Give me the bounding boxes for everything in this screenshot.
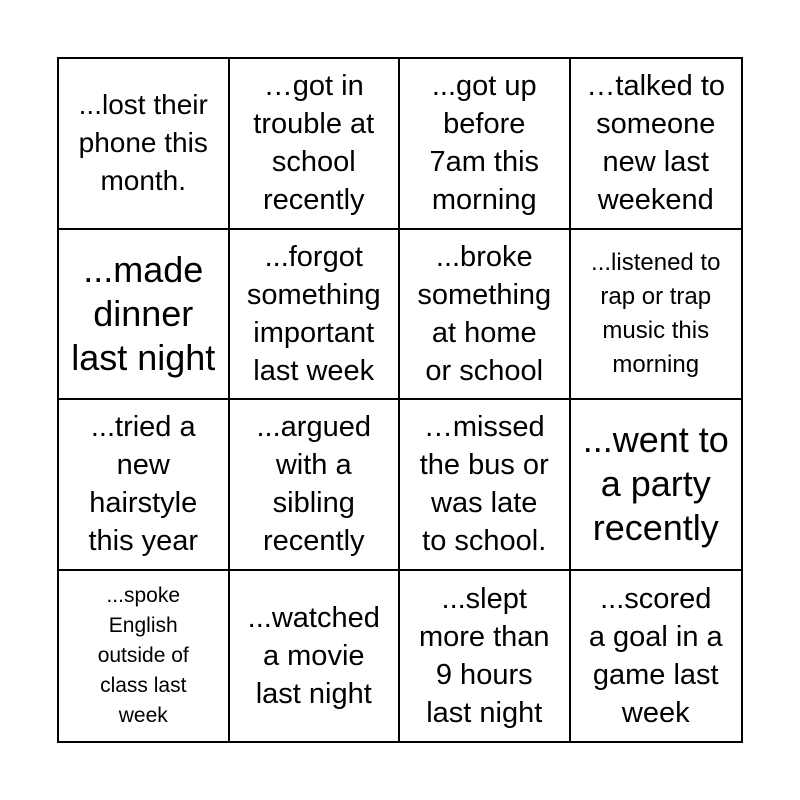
bingo-cell-text: ...forgot something important last week bbox=[246, 240, 381, 387]
bingo-cell-text: ...argued with a sibling recently bbox=[256, 411, 371, 558]
bingo-cell-text: ...scored a goal in a game last week bbox=[588, 582, 723, 729]
bingo-cell-text: ...made dinner last night bbox=[71, 248, 216, 378]
bingo-cell-lost-phone[interactable] bbox=[59, 59, 230, 230]
bingo-card bbox=[57, 57, 743, 743]
bingo-cell-text: …missed the bus or was late to school. bbox=[419, 411, 549, 558]
bingo-cell-text: ...broke something at home or school bbox=[417, 240, 552, 387]
bingo-cell-trouble-school[interactable] bbox=[230, 59, 401, 230]
bingo-cell-made-dinner[interactable] bbox=[59, 230, 230, 401]
bingo-cell-text: ...spoke English outside of class last week bbox=[97, 583, 189, 727]
bingo-cell-scored-goal[interactable] bbox=[571, 571, 742, 742]
bingo-cell-got-up-early[interactable] bbox=[400, 59, 571, 230]
bingo-cell-slept-9-hours[interactable] bbox=[400, 571, 571, 742]
bingo-cell-text: ...lost their phone this month. bbox=[78, 89, 208, 197]
bingo-cell-talked-someone-new[interactable] bbox=[571, 59, 742, 230]
bingo-cell-went-party[interactable] bbox=[571, 400, 742, 571]
bingo-cell-spoke-english[interactable] bbox=[59, 571, 230, 742]
bingo-cell-forgot-something[interactable] bbox=[230, 230, 401, 401]
bingo-cell-text: …talked to someone new last weekend bbox=[586, 70, 726, 217]
bingo-cell-text: ...got up before 7am this morning bbox=[429, 70, 540, 217]
bingo-cell-text: ...tried a new hairstyle this year bbox=[88, 411, 199, 558]
bingo-cell-text: ...slept more than 9 hours last night bbox=[418, 582, 550, 729]
bingo-cell-argued-sibling[interactable] bbox=[230, 400, 401, 571]
bingo-cell-listened-rap[interactable] bbox=[571, 230, 742, 401]
bingo-cell-text: ...went to a party recently bbox=[582, 419, 729, 549]
bingo-cell-text: …got in trouble at school recently bbox=[253, 70, 375, 217]
bingo-cell-missed-bus[interactable] bbox=[400, 400, 571, 571]
bingo-cell-watched-movie[interactable] bbox=[230, 571, 401, 742]
bingo-cell-text: ...watched a movie last night bbox=[247, 601, 380, 710]
bingo-cell-text: ...listened to rap or trap music this morning bbox=[591, 248, 721, 378]
bingo-cell-broke-something[interactable] bbox=[400, 230, 571, 401]
bingo-cell-new-hairstyle[interactable] bbox=[59, 400, 230, 571]
